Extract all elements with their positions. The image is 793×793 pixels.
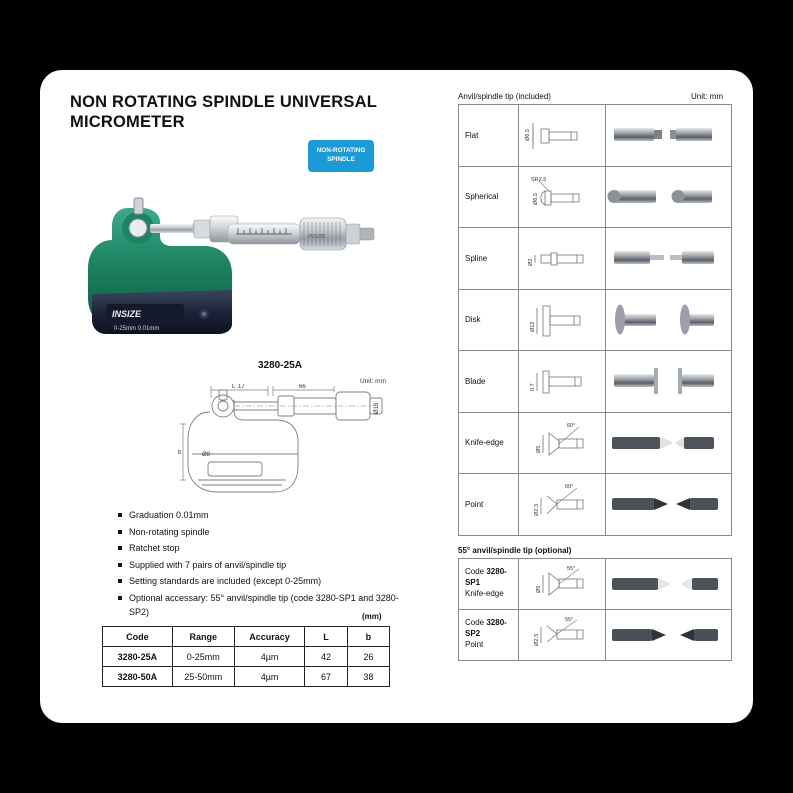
svg-text:INSIZE: INSIZE	[112, 309, 142, 319]
right-column	[458, 92, 723, 707]
optional-tip-dimension-drawing	[519, 558, 606, 609]
cell-accuracy: 4µm	[234, 647, 305, 667]
cell-l: 67	[305, 667, 347, 687]
tips-header-label: Anvil/spindle tip (included)	[458, 92, 551, 101]
col-code: Code	[103, 627, 173, 647]
tips-header	[458, 92, 723, 101]
spec-unit-label: (mm)	[362, 612, 382, 621]
table-row-disk	[459, 289, 732, 351]
table-row-knife-edge	[459, 412, 732, 474]
dim-b: b	[178, 450, 182, 456]
feature-list	[118, 508, 418, 622]
feature-item: Supplied with 7 pairs of anvil/spindle tip	[118, 558, 418, 573]
tip-angle-label: 60°	[567, 422, 576, 429]
dim-L: L	[232, 384, 236, 390]
cell-range: 0-25mm	[172, 647, 234, 667]
feature-item: Ratchet stop	[118, 541, 418, 556]
table-row-sp2	[459, 609, 732, 660]
cell-code: 3280-50A	[103, 667, 173, 687]
tip-angle-label: 60°	[565, 484, 574, 491]
tip-photo	[606, 166, 732, 228]
code-prefix: Code	[465, 567, 485, 577]
table-row-blade	[459, 351, 732, 413]
optional-tips-header: 55° anvil/spindle tip (optional)	[458, 545, 572, 555]
dim-d16: Ø16	[374, 402, 380, 414]
dim-17: 17	[238, 384, 245, 390]
tip-dim-label: Ø12	[530, 321, 536, 332]
col-accuracy: Accuracy	[234, 627, 305, 647]
svg-text:INSIZE: INSIZE	[308, 234, 326, 240]
tip-name: Spline	[459, 228, 519, 290]
tip-dim-label: Ø2.3	[534, 504, 540, 517]
cell-accuracy: 4µm	[234, 667, 305, 687]
feature-item: Setting standards are included (except 0-25mm)	[118, 574, 418, 589]
cell-b: 26	[347, 647, 389, 667]
col-b: b	[347, 627, 389, 647]
table-header-row	[103, 627, 390, 647]
spec-table	[102, 626, 390, 687]
tip-dim-label: Ø6.5	[533, 192, 539, 205]
tip-dim-label-2: SR2.5	[531, 176, 547, 183]
cell-code: 3280-25A	[103, 647, 173, 667]
tip-dim-label: Ø2	[528, 258, 534, 267]
tip-name: Point	[459, 474, 519, 536]
tip-dim-label: Ø5	[536, 445, 542, 453]
feature-item: Non-rotating spindle	[118, 525, 418, 540]
tip-photo	[606, 474, 732, 536]
tip-photo	[606, 412, 732, 474]
tip-dim-label: Ø6.5	[525, 129, 531, 142]
optional-tip-dimension-drawing	[519, 609, 606, 660]
svg-text:0-25mm 0.01mm: 0-25mm 0.01mm	[114, 326, 160, 332]
code-prefix: Code	[465, 618, 485, 628]
feature-item: Graduation 0.01mm	[118, 508, 418, 523]
tip-name: Flat	[459, 105, 519, 167]
optional-tip-table	[458, 558, 732, 661]
page-title: NON ROTATING SPINDLE UNIVERSAL MICROMETER	[70, 93, 377, 132]
col-l: L	[305, 627, 347, 647]
tip-photo	[606, 228, 732, 290]
cell-l: 42	[305, 647, 347, 667]
tip-dimension-drawing	[519, 289, 606, 351]
tip-dimension-drawing	[519, 166, 606, 228]
table-row-sp1	[459, 558, 732, 609]
tip-name: Blade	[459, 351, 519, 413]
tips-unit-label: Unit: mm	[691, 92, 723, 101]
feature-item-optional: Optional accessary: 55° anvil/spindle tip (code 3280-SP1 and 3280-SP2)	[118, 591, 418, 620]
catalog-page	[40, 70, 753, 723]
cell-range: 25-50mm	[172, 667, 234, 687]
cell-b: 38	[347, 667, 389, 687]
tip-dim-label: Ø5	[536, 585, 542, 593]
table-row-spline	[459, 228, 732, 290]
technical-drawing	[178, 384, 393, 499]
col-range: Range	[172, 627, 234, 647]
tip-dimension-drawing	[519, 474, 606, 536]
dim-66: 66	[299, 384, 306, 390]
badge-line-1: NON-ROTATING	[316, 147, 366, 155]
tip-dimension-drawing	[519, 351, 606, 413]
tip-name: Spherical	[459, 166, 519, 228]
table-row-point	[459, 474, 732, 536]
tip-dimension-drawing	[519, 412, 606, 474]
left-column	[70, 92, 440, 707]
table-row-spherical	[459, 166, 732, 228]
tip-name: Point	[465, 639, 484, 649]
anvil-tip-table	[458, 104, 732, 536]
tip-photo	[606, 289, 732, 351]
product-photo	[76, 178, 386, 358]
tip-name: Knife-edge	[465, 588, 504, 598]
code-value: 3280-SP1	[465, 567, 507, 588]
tip-name: Disk	[459, 289, 519, 351]
tip-dimension-drawing	[519, 105, 606, 167]
tip-photo	[606, 105, 732, 167]
tip-name: Knife-edge	[459, 412, 519, 474]
code-value: 3280-SP2	[465, 618, 507, 639]
badge-line-2: SPINDLE	[327, 156, 355, 163]
tip-dimension-drawing	[519, 228, 606, 290]
drawing-unit-label: Unit: mm	[360, 378, 386, 385]
tip-dim-label: 0.7	[530, 383, 536, 392]
page-inner	[70, 92, 723, 707]
tip-photo	[606, 351, 732, 413]
optional-tip-photo	[606, 558, 732, 609]
table-row-flat	[459, 105, 732, 167]
dim-d8: Ø8	[202, 452, 211, 458]
optional-tip-name	[459, 558, 519, 609]
model-number: 3280-25A	[258, 360, 302, 371]
tip-dim-label: Ø2.3	[534, 633, 540, 646]
table-row	[103, 647, 390, 667]
optional-tip-name	[459, 609, 519, 660]
table-row	[103, 667, 390, 687]
optional-tip-photo	[606, 609, 732, 660]
tip-angle-label: 55°	[567, 565, 576, 572]
non-rotating-spindle-badge	[308, 140, 374, 172]
tip-angle-label: 55°	[565, 616, 574, 623]
